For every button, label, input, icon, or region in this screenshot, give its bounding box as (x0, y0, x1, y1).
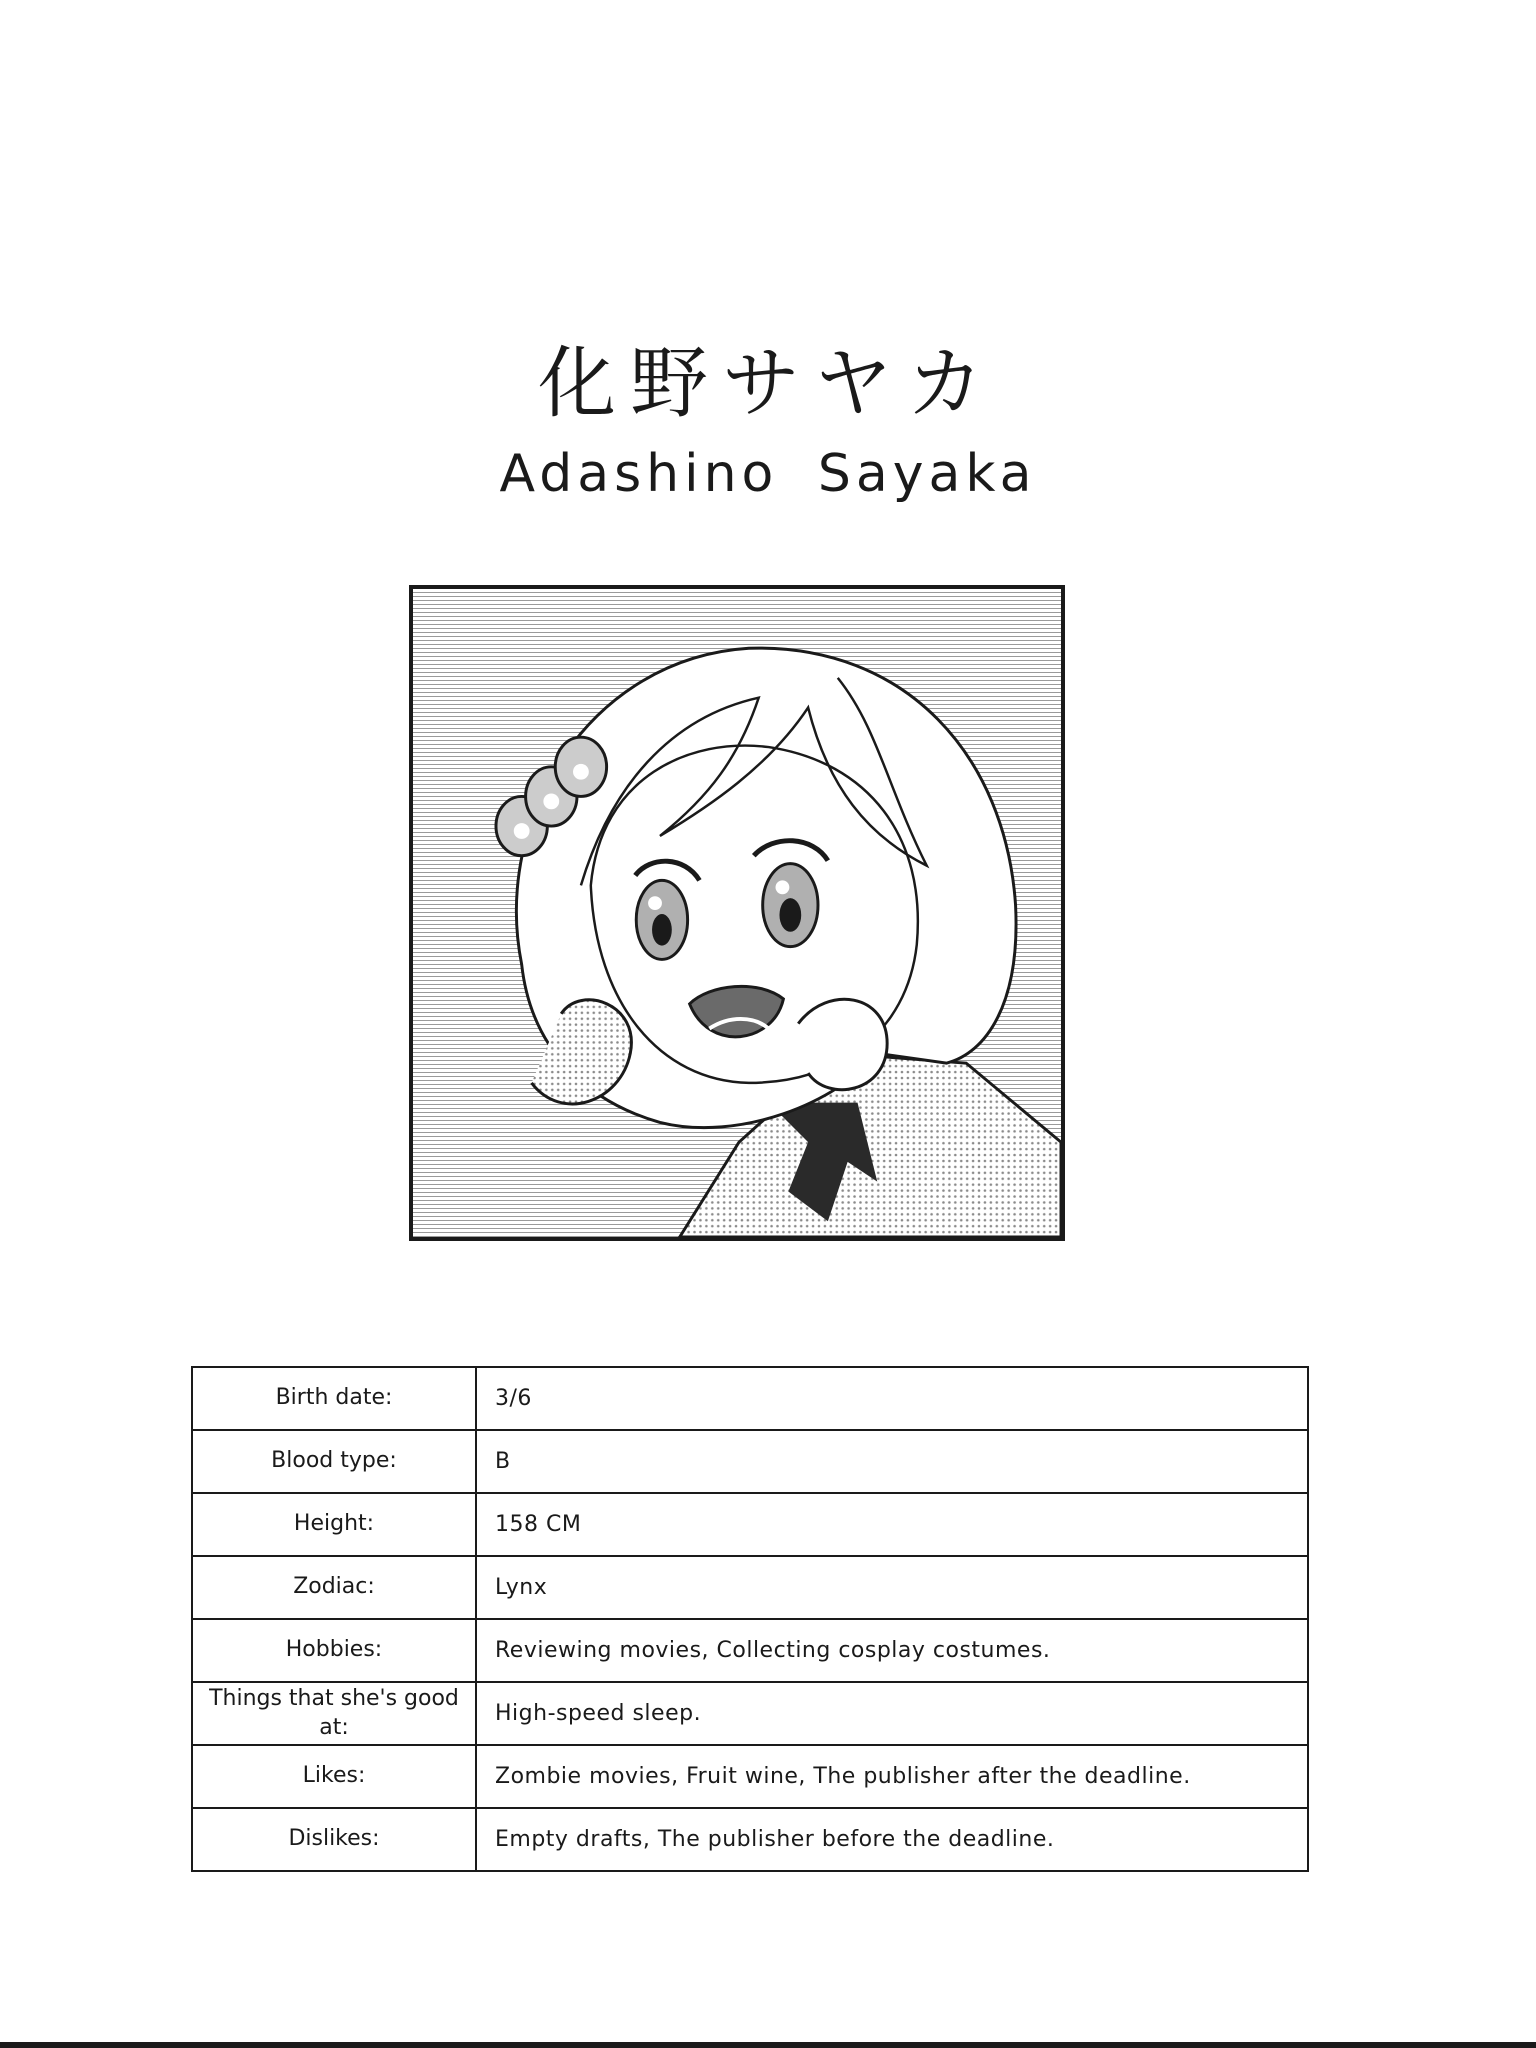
table-row (192, 1556, 1308, 1619)
row-label: Dislikes: (192, 1808, 476, 1871)
row-value: High-speed sleep. (476, 1682, 1308, 1745)
row-value: Lynx (476, 1556, 1308, 1619)
row-label: Height: (192, 1493, 476, 1556)
table-row (192, 1430, 1308, 1493)
table-row (192, 1619, 1308, 1682)
table-row (192, 1808, 1308, 1871)
character-name-japanese: 化野サヤカ (537, 339, 998, 429)
row-label: Birth date: (192, 1367, 476, 1430)
character-portrait (409, 585, 1065, 1241)
table-row (192, 1367, 1308, 1430)
hair-curl-right (798, 999, 887, 1089)
table-row (192, 1682, 1308, 1745)
row-value: Zombie movies, Fruit wine, The publisher after the deadline. (476, 1745, 1308, 1808)
row-value: Empty drafts, The publisher before the deadline. (476, 1808, 1308, 1871)
row-value: B (476, 1430, 1308, 1493)
row-value: 3/6 (476, 1367, 1308, 1430)
table-row (192, 1493, 1308, 1556)
row-label: Hobbies: (192, 1619, 476, 1682)
portrait-illustration (413, 589, 1061, 1237)
row-label: Blood type: (192, 1430, 476, 1493)
page-bottom-rule (0, 2042, 1536, 2048)
row-label: Likes: (192, 1745, 476, 1808)
profile-table (191, 1366, 1309, 1872)
table-row (192, 1745, 1308, 1808)
row-label: Things that she's good at: (192, 1682, 476, 1745)
row-value: 158 CM (476, 1493, 1308, 1556)
character-name-english: Adashino Sayaka (499, 444, 1037, 504)
row-value: Reviewing movies, Collecting cosplay costumes. (476, 1619, 1308, 1682)
row-label: Zodiac: (192, 1556, 476, 1619)
